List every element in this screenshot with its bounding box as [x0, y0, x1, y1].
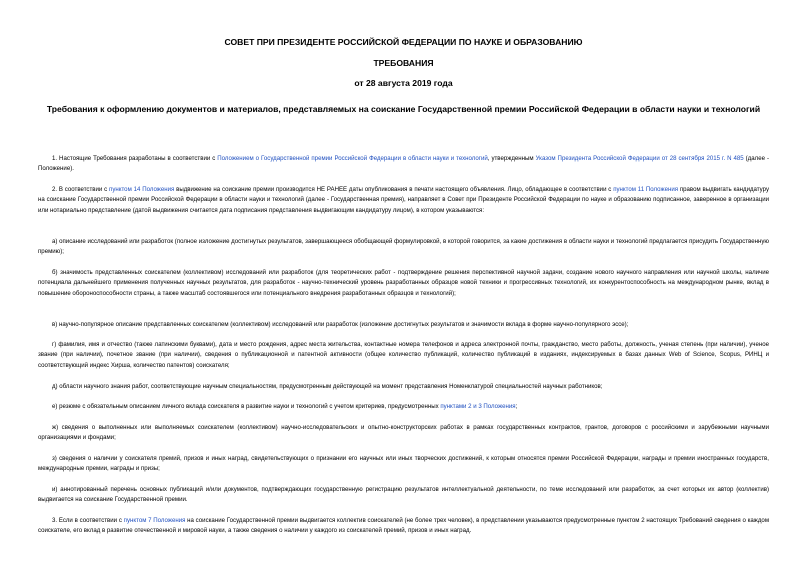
p3-text-a: 3. Если в соответствии с: [52, 517, 124, 524]
link-clauses-2-3[interactable]: пунктами 2 и 3 Положения: [440, 403, 516, 410]
pe-text-b: ;: [515, 403, 518, 410]
pv-text: в) научно-популярное описание представленных соискателем (коллективом) исследований или разработок (изложение достигнутых результатов и значимости вклада в форме научно-популярного эссе);: [52, 321, 629, 328]
pi-text: и) аннотированный перечень основных публикаций и/или документов, подтверждающих государственную регистрацию результатов интеллектуальной деятельности, по теме исследований или разработок, за счет которых их автор (коллектив) выдвигается на соискание Государственной премии.: [38, 486, 769, 504]
p1-text-b: , утвержденным: [487, 155, 536, 162]
link-clause-11[interactable]: пунктом 11 Положения: [613, 186, 679, 193]
link-clause-7[interactable]: пунктом 7 Положения: [123, 517, 186, 524]
p2-text-b: выдвижение на соискание премии производится НЕ РАНЕЕ даты опубликования в печати настоящего объявления. Лицо, обладающее в соответствии с: [174, 186, 614, 193]
paragraph-a: [38, 237, 769, 258]
document-title: Требования к оформлению документов и материалов, представляемых на соискание Государственной премии Российской Федерации в области науки и технологий: [46, 104, 761, 114]
council-heading: СОВЕТ ПРИ ПРЕЗИДЕНТЕ РОССИЙСКОЙ ФЕДЕРАЦИИ ПО НАУКЕ И ОБРАЗОВАНИЮ: [224, 37, 583, 47]
paragraph-z: [38, 454, 769, 475]
link-clause-14[interactable]: пунктом 14 Положения: [109, 186, 175, 193]
pa-text: а) описание исследований или разработок (полное изложение достигнутых результатов, завершающееся обобщающей формулировкой, в которой говорится, за какие достижения в области науки и технологий предлагается присудить Государственную премию);: [38, 238, 769, 256]
pd-text: д) области научного знания работ, соответствующие научным специальностям, предусмотренным действующей на момент представления Номенклатурой специальностей научных работников;: [52, 383, 603, 390]
p2-text-a: 2. В соответствии с: [52, 186, 110, 193]
paragraph-i: [38, 485, 769, 506]
paragraph-2: [38, 185, 769, 216]
paragraph-zh: [38, 423, 769, 444]
pzh-text: ж) сведения о выполненных или выполняемых соискателем (коллективом) научно-исследовательских и опытно-конструкторских работах в рамках государственных контрактов, грантов, договоров с российскими и зарубежными научными организациями и фондами;: [38, 424, 769, 442]
pb-text: б) значимость представленных соискателем (коллективом) исследований или разработок (для теоретических работ - подтверждение решения перспективной научной задачи, создание нового научного направления или научной школы, наличие потенциала дальнейшего применения полученных научных результатов, для разработок - научно-технический уровень разработанных образцов новой техники и прогрессивных технологий, их конкурентоспособность на международном рынке, вклад в повышение обороноспособности страны, а также масштаб состоявшегося или потенциального внедрения разработанных образцов и технологий);: [38, 269, 769, 297]
link-presidential-decree[interactable]: Указом Президента Российской Федерации от 28 сентября 2015 г. N 485: [535, 155, 744, 162]
pe-text-a: е) резюме с обязательным описанием личного вклада соискателя в развитие науки и технологий с учетом критериев, предусмотренных: [52, 403, 441, 410]
p1-text-a: 1. Настоящие Требования разработаны в соответствии с: [52, 155, 218, 162]
p2-text-c: правом выдвигать кандидатуру на соискание Государственной премии Российской Федерации в области науки и технологий (далее - Государственная премия), направляет в Совет при Президенте Российской Федерации по науке и образованию подписанное, заверенное в организации или нотариально представление (датой выдвижения считается дата подписания представления выдвигающим кандидатуру лицом), в котором указываются:: [38, 186, 769, 214]
paragraph-1: [38, 154, 769, 175]
p3-text-b: на соискание Государственной премии выдвигается коллектив соискателей (не более трех человек), в представлении указываются предусмотренные пунктом 2 настоящих Требований сведения о каждом соискателе, его вклад в развитие отечественной и мировой науки, а также сведения о наличии у каждого из соискателей премий, призов и иных наград.: [38, 517, 770, 535]
link-regulation[interactable]: Положением о Государственной премии Российской Федерации в области науки и технологий: [217, 155, 488, 162]
paragraph-b: [38, 268, 769, 299]
paragraph-d: [38, 382, 769, 392]
paragraph-3: [38, 516, 769, 537]
paragraph-v: [38, 320, 769, 330]
document-type-heading: ТРЕБОВАНИЯ: [373, 58, 434, 68]
paragraph-e: [38, 402, 769, 412]
p1-text-c: (далее - Положение).: [38, 155, 769, 173]
pz-text: з) сведения о наличии у соискателя премий, призов и иных наград, свидетельствующих о признании его научных или иных творческих достижений, к которым относятся премии Российской Федерации, награды и премии иностранных государств, международные премии, награды и призы;: [38, 455, 769, 473]
document-date: от 28 августа 2019 года: [354, 78, 453, 88]
pg-text: г) фамилия, имя и отчество (также латинскими буквами), дата и место рождения, адрес места жительства, контактные номера телефонов и адреса электронной почты, гражданство, место работы, должность, ученая степень (при наличии), ученое звание (при наличии), почетное звание (при наличии), сведения о публикационной и патентной активности (общее количество публикаций, количество публикаций в изданиях, индексируемых в базах данных Web of Science, Scopus, РИНЦ и соответствующий индекс Хирша, количество патентов) соискателя;: [38, 341, 769, 369]
paragraph-g: [38, 340, 769, 371]
